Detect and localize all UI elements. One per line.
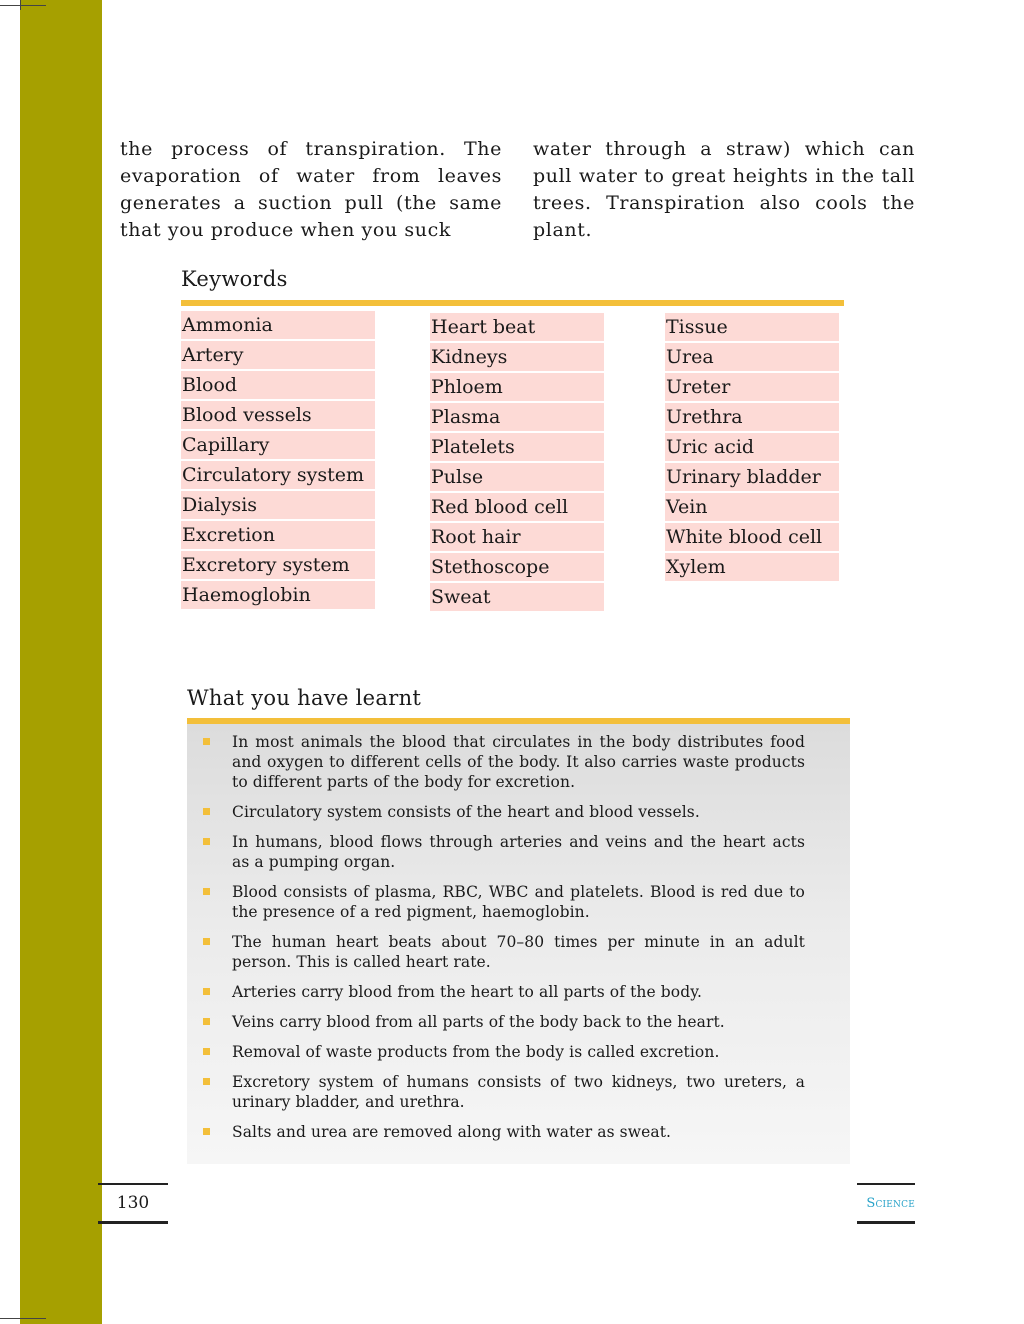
learnt-item-text: Blood consists of plasma, RBC, WBC and platelets. Blood is red due to the presence of a red pigment, haemoglobin. <box>232 883 805 921</box>
body-text-left: the process of transpiration. The evaporation of water from leaves generates a suction pull (the same that you produce when you suck <box>120 138 502 241</box>
keyword-item: Urethra <box>665 403 839 431</box>
keyword-item: Ureter <box>665 373 839 401</box>
keyword-item: Pulse <box>430 463 604 491</box>
keyword-item: Excretion <box>181 521 375 549</box>
learnt-item <box>187 832 850 872</box>
square-bullet-icon <box>203 1078 210 1085</box>
learnt-item-text: Circulatory system consists of the heart and blood vessels. <box>232 803 700 821</box>
keyword-item: Tissue <box>665 313 839 341</box>
square-bullet-icon <box>203 938 210 945</box>
learnt-item <box>187 882 850 922</box>
learnt-item <box>187 982 850 1002</box>
keyword-item: Stethoscope <box>430 553 604 581</box>
learnt-item-text: In humans, blood flows through arteries and veins and the heart acts as a pumping organ. <box>232 833 805 871</box>
crop-mark-top <box>0 5 46 6</box>
square-bullet-icon <box>203 808 210 815</box>
keyword-item: Ammonia <box>181 311 375 339</box>
learnt-item <box>187 1122 850 1142</box>
keyword-item: Phloem <box>430 373 604 401</box>
side-color-bar <box>20 0 102 1324</box>
keywords-column-2 <box>430 313 604 613</box>
learnt-summary-box <box>187 724 850 1164</box>
learnt-item-text: The human heart beats about 70–80 times per minute in an adult person. This is called heart rate. <box>232 933 805 971</box>
keyword-item: Urea <box>665 343 839 371</box>
learnt-item-text: In most animals the blood that circulates in the body distributes food and oxygen to different cells of the body. It also carries waste products to different parts of the body for excretion. <box>232 733 805 791</box>
keyword-item: Circulatory system <box>181 461 375 489</box>
keyword-item: Artery <box>181 341 375 369</box>
learnt-item <box>187 932 850 972</box>
keyword-item: Blood vessels <box>181 401 375 429</box>
learnt-item-text: Removal of waste products from the body is called excretion. <box>232 1043 720 1061</box>
learnt-item <box>187 802 850 822</box>
learnt-item-text: Salts and urea are removed along with water as sweat. <box>232 1123 672 1141</box>
keyword-item: Haemoglobin <box>181 581 375 609</box>
keyword-item: Red blood cell <box>430 493 604 521</box>
keyword-item: Root hair <box>430 523 604 551</box>
square-bullet-icon <box>203 1018 210 1025</box>
learnt-heading: What you have learnt <box>187 686 422 710</box>
page-number: 130 <box>98 1183 168 1224</box>
learnt-item <box>187 732 850 792</box>
body-text-right: water through a straw) which can pull water to great heights in the tall trees. Transpiration also cools the plant. <box>533 138 915 241</box>
square-bullet-icon <box>203 1048 210 1055</box>
keyword-item: Capillary <box>181 431 375 459</box>
learnt-item <box>187 1072 850 1112</box>
learnt-list <box>187 724 850 1142</box>
keyword-item: Uric acid <box>665 433 839 461</box>
keyword-item: Urinary bladder <box>665 463 839 491</box>
keyword-item: Sweat <box>430 583 604 611</box>
crop-mark-top-vertical <box>20 0 21 10</box>
keywords-rule <box>181 300 844 306</box>
learnt-item <box>187 1042 850 1062</box>
keyword-item: Kidneys <box>430 343 604 371</box>
keyword-item: Plasma <box>430 403 604 431</box>
keyword-item: Platelets <box>430 433 604 461</box>
keyword-item: Dialysis <box>181 491 375 519</box>
keywords-column-3 <box>665 313 839 583</box>
keyword-item: White blood cell <box>665 523 839 551</box>
keyword-item: Vein <box>665 493 839 521</box>
learnt-item-text: Veins carry blood from all parts of the body back to the heart. <box>232 1013 725 1031</box>
body-text-columns <box>120 136 915 244</box>
square-bullet-icon <box>203 888 210 895</box>
keywords-column-1 <box>181 311 375 611</box>
square-bullet-icon <box>203 1128 210 1135</box>
learnt-item-text: Arteries carry blood from the heart to all parts of the body. <box>232 983 703 1001</box>
running-title: Science <box>857 1183 915 1224</box>
crop-mark-bottom <box>0 1318 46 1319</box>
keyword-item: Blood <box>181 371 375 399</box>
keywords-heading: Keywords <box>181 267 288 291</box>
square-bullet-icon <box>203 988 210 995</box>
learnt-item <box>187 1012 850 1032</box>
keyword-item: Heart beat <box>430 313 604 341</box>
keyword-item: Xylem <box>665 553 839 581</box>
square-bullet-icon <box>203 838 210 845</box>
square-bullet-icon <box>203 738 210 745</box>
learnt-item-text: Excretory system of humans consists of two kidneys, two ureters, a urinary bladder, and urethra. <box>232 1073 805 1111</box>
keyword-item: Excretory system <box>181 551 375 579</box>
